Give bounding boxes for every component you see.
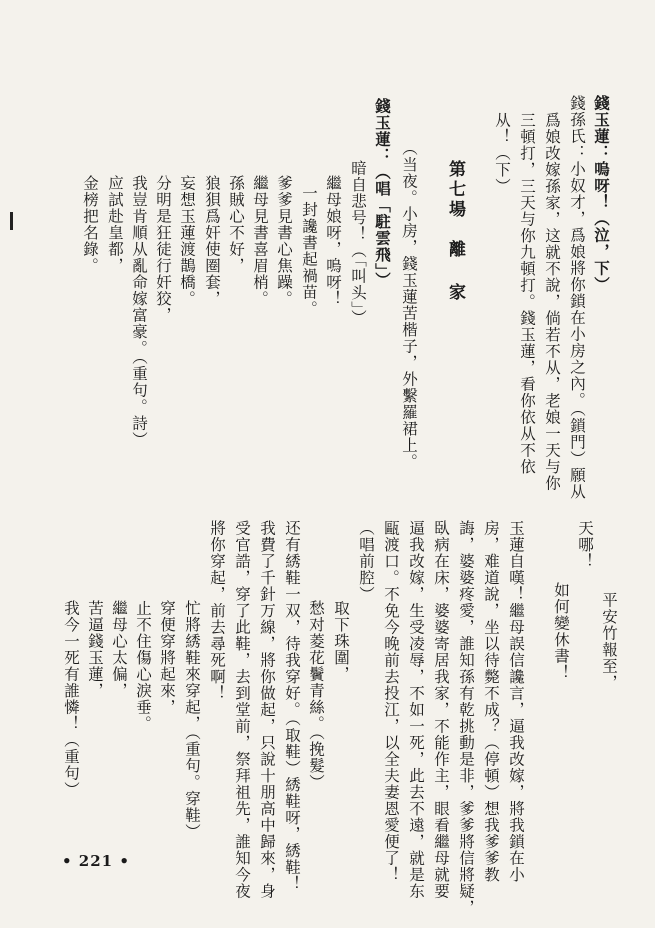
speech-line: 將你穿起，前去尋死啊！ (208, 520, 226, 702)
lyric-line: 平安竹報至， (600, 592, 618, 691)
speaker-line: 錢玉蓮：（唱「駐雲飛」） (373, 98, 392, 289)
continuation-line: 爲娘改嫁孫家，这就不說，倘若不从，老娘一天与你 (543, 112, 561, 492)
lyric-line: 应試赴皇都， (106, 175, 124, 274)
page-number: • 221 • (62, 852, 130, 870)
lyric-line: 我今一死有誰憐！（重句） (62, 600, 80, 798)
lyric-line: 取下珠圍， (332, 600, 350, 683)
lyric-line: 愁对菱花鬢青絲。（挽髮） (307, 600, 325, 791)
lyric-line: 分明是狂徒行奸狡， (154, 175, 172, 324)
lyric-line: 我豈肯順从亂命嫁富豪。（重句。詩） (130, 175, 148, 448)
speech-line: 玉蓮自嘆！繼母誤信讒言，逼我改嫁，將我鎖在小 (507, 520, 525, 883)
speech-line: 受官誥，穿了此鞋，去到堂前，祭拜祖先，誰知今夜 (233, 520, 251, 900)
speaker-line: 錢玉蓮：嗚呀！（泣，下） (592, 95, 611, 293)
lyric-line: 孫賊心不好， (227, 175, 245, 274)
speech-line: 房，难道說，坐以待斃不成？（停頓）想我爹爹教 (482, 520, 500, 883)
speech-line: 逼我改嫁，生受凌辱，不如一死，此去不遠，就是东 (407, 520, 425, 900)
continuation-line: 三頓打，三天与你九頓打。錢玉蓮，看你依从不依 (518, 112, 536, 475)
speech-line: 甌渡口。不免今晚前去投江，以全夫妻恩愛便了！ (382, 520, 400, 883)
speech-line: 还有綉鞋一双，待我穿好。（取鞋）綉鞋呀，綉鞋！ (283, 520, 301, 892)
lyric-line: 天哪！ (576, 520, 594, 570)
stage-direction: （唱前腔） (357, 520, 375, 603)
speech-line: 我費了千針万線，將你做起，只說十朋高中歸來，身 (258, 520, 276, 900)
lyric-line: 繼母見書喜眉梢。 (251, 175, 269, 307)
scene-heading: 第七場 離 家 (445, 160, 465, 303)
lyric-line: 金榜把名錄。 (81, 175, 99, 274)
lyric-line: 爹爹見書心焦躁。 (275, 175, 293, 307)
continuation-line: 从！（下） (493, 112, 511, 195)
lyric-line: 忙將綉鞋來穿起，（重句。穿鞋） (183, 600, 201, 840)
lyric-line: 如何變休書！ (552, 582, 570, 681)
lyric-line: 狼狽爲奸使圈套， (203, 175, 221, 307)
lyric-line: 妄想玉蓮渡鵲橋。 (178, 175, 196, 307)
lyric-line: 繼母心太偏， (110, 600, 128, 699)
margin-mark (10, 212, 13, 230)
lyric-line: 一封讒書起禍苗。 (300, 185, 318, 317)
lyric-line: 苦逼錢玉蓮， (86, 600, 104, 699)
speech-line: 誨，婆婆疼愛，誰知孫有乾挑動是非，爹爹將信將疑， (457, 520, 475, 916)
lyric-line: 暗自悲号！（「叫头」） (349, 160, 367, 326)
speaker-line: 錢孫氏：小奴才，爲娘將你鎖在小房之內。（鎖門）願从 (568, 95, 586, 500)
stage-direction: （当夜。小房，錢玉蓮苦楷子，外繫羅裙上。 (400, 140, 418, 470)
speech-line: 臥病在床，婆婆寄居我家，不能作主，眼看繼母就要 (432, 520, 450, 900)
lyric-line: 穿便穿將起來， (158, 600, 176, 716)
lyric-line: 止不住傷心淚垂。 (134, 600, 152, 732)
lyric-line: 繼母娘呀，嗚呀！ (324, 175, 342, 307)
